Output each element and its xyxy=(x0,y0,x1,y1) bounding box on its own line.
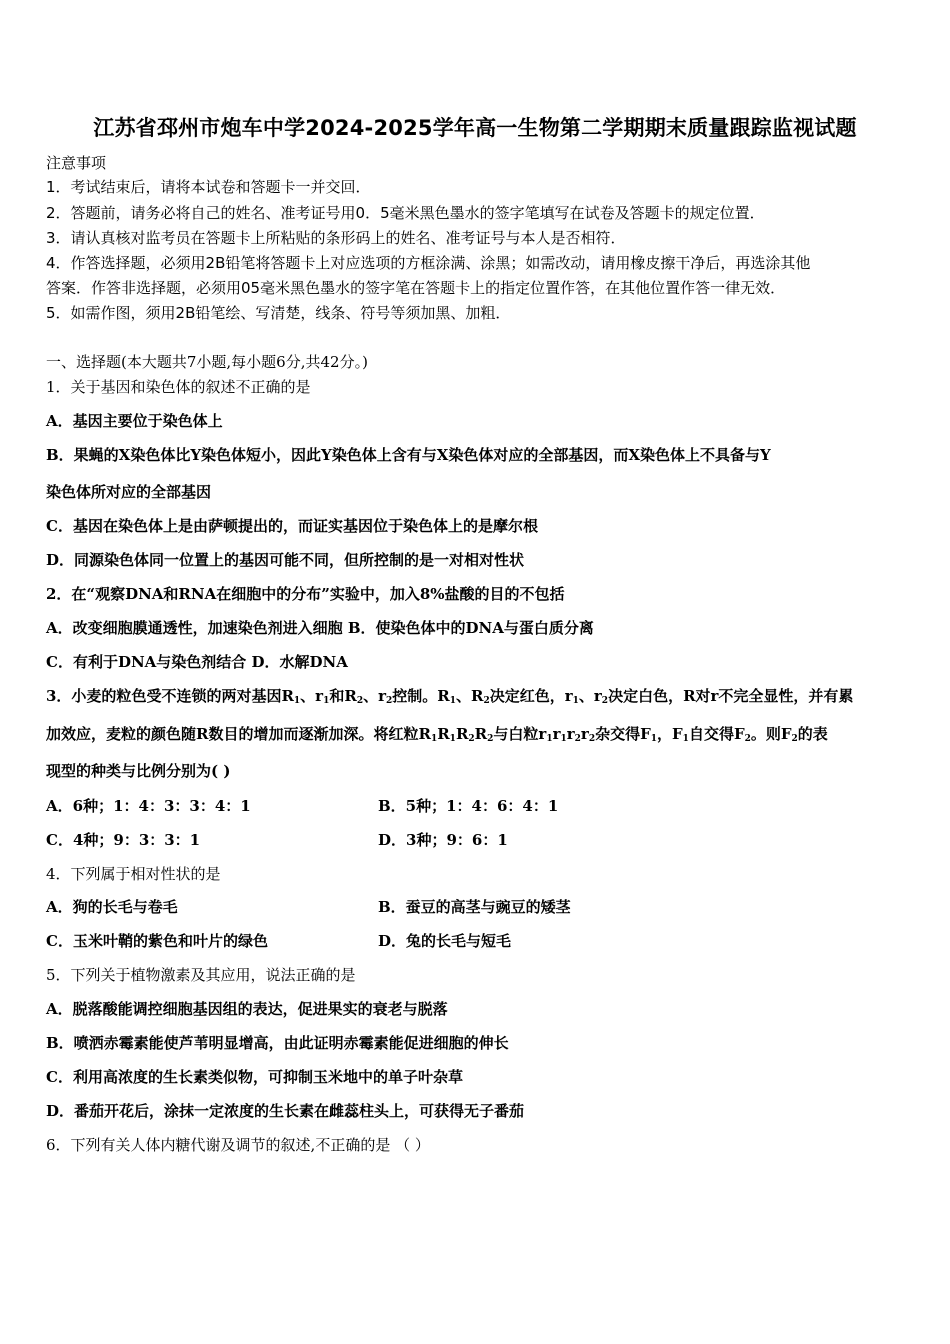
q1-option-b: B．果蝇的X染色体比Y染色体短小，因此Y染色体上含有与X染色体对应的全部基因，而X染色体上不具备与Y xyxy=(46,446,771,464)
notice-item-3: 3．请认真核对监考员在答题卡上所粘贴的条形码上的姓名、准考证号与本人是否相符． xyxy=(46,229,626,247)
q1-option-a: A．基因主要位于染色体上 xyxy=(46,412,223,430)
q3-stem-end: 现型的种类与比例分别为( ) xyxy=(46,762,231,780)
q2-options-ab: A．改变细胞膜通透性，加速染色剂进入细胞 B．使染色体中的DNA与蛋白质分离 xyxy=(46,619,594,637)
q5-option-d: D．番茄开花后，涂抹一定浓度的生长素在雌蕊柱头上，可获得无子番茄 xyxy=(46,1102,525,1120)
q5-option-a: A．脱落酸能调控细胞基因组的表达，促进果实的衰老与脱落 xyxy=(46,1000,448,1018)
q3-option-a: A．6种；1：4：3：3：4：1 xyxy=(46,797,251,815)
q3-stem-cont: 加效应，麦粒的颜色随R数目的增加而逐渐加深。将红粒$R_1R_1R_2R_2$与白粒$r_1r_1r_2r_2$杂交得$F_1$，$F_1$自交得$F_2$。则$F_2$的表 xyxy=(46,725,828,744)
notice-item-1: 1．考试结束后，请将本试卷和答题卡一并交回． xyxy=(46,178,371,196)
notice-item-4: 4．作答选择题，必须用2B铅笔将答题卡上对应选项的方框涂满、涂黑；如需改动，请用橡皮擦干净后，再选涂其他 xyxy=(46,254,811,272)
notice-item-4-cont: 答案．作答非选择题，必须用05毫米黑色墨水的签字笔在答题卡上的指定位置作答，在其他位置作答一律无效． xyxy=(46,279,786,297)
notice-heading: 注意事项 xyxy=(46,154,107,172)
q4-option-b: B．蚕豆的高茎与豌豆的矮茎 xyxy=(378,898,571,916)
q1-option-b-cont: 染色体所对应的全部基因 xyxy=(46,483,212,501)
q5-option-b: B．喷洒赤霉素能使芦苇明显增高，由此证明赤霉素能促进细胞的伸长 xyxy=(46,1034,509,1052)
q1-stem: 1．关于基因和染色体的叙述不正确的是 xyxy=(46,378,311,396)
q1-option-d: D．同源染色体同一位置上的基因可能不同，但所控制的是一对相对性状 xyxy=(46,551,525,569)
page-title: 江苏省邳州市炮车中学2024-2025学年高一生物第二学期期末质量跟踪监视试题 xyxy=(93,116,857,140)
q4-option-d: D．兔的长毛与短毛 xyxy=(378,932,512,950)
q2-options-cd: C．有利于DNA与染色剂结合 D．水解DNA xyxy=(46,653,348,671)
q3-option-d: D．3种；9：6：1 xyxy=(378,831,508,849)
q4-option-a: A．狗的长毛与卷毛 xyxy=(46,898,178,916)
q5-stem: 5．下列关于植物激素及其应用，说法正确的是 xyxy=(46,966,356,984)
notice-item-2: 2．答题前，请务必将自己的姓名、准考证号用0．5毫米黑色墨水的签字笔填写在试卷及答题卡的规定位置． xyxy=(46,204,765,222)
notice-item-5: 5．如需作图，须用2B铅笔绘、写清楚，线条、符号等须加黑、加粗． xyxy=(46,304,511,322)
q1-option-c: C．基因在染色体上是由萨顿提出的，而证实基因位于染色体上的是摩尔根 xyxy=(46,517,538,535)
q6-stem: 6．下列有关人体内糖代谢及调节的叙述,不正确的是 （ ） xyxy=(46,1136,430,1154)
q3-stem: 3．小麦的粒色受不连锁的两对基因$R_1$、$r_1$和$R_2$、$r_2$控制。$R_1$、$R_2$决定红色，$r_1$、$r_2$决定白色，R对r不完全显性，并有累 xyxy=(46,687,854,706)
q3-option-b: B．5种；1：4：6：4：1 xyxy=(378,797,559,815)
q4-option-c: C．玉米叶鞘的紫色和叶片的绿色 xyxy=(46,932,268,950)
q3-option-c: C．4种；9：3：3：1 xyxy=(46,831,201,849)
q4-stem: 4．下列属于相对性状的是 xyxy=(46,865,221,883)
section-heading: 一、选择题(本大题共7小题,每小题6分,共42分。) xyxy=(46,353,368,371)
q2-stem: 2．在“观察DNA和RNA在细胞中的分布”实验中，加入8%盐酸的目的不包括 xyxy=(46,585,565,603)
q5-option-c: C．利用高浓度的生长素类似物，可抑制玉米地中的单子叶杂草 xyxy=(46,1068,463,1086)
